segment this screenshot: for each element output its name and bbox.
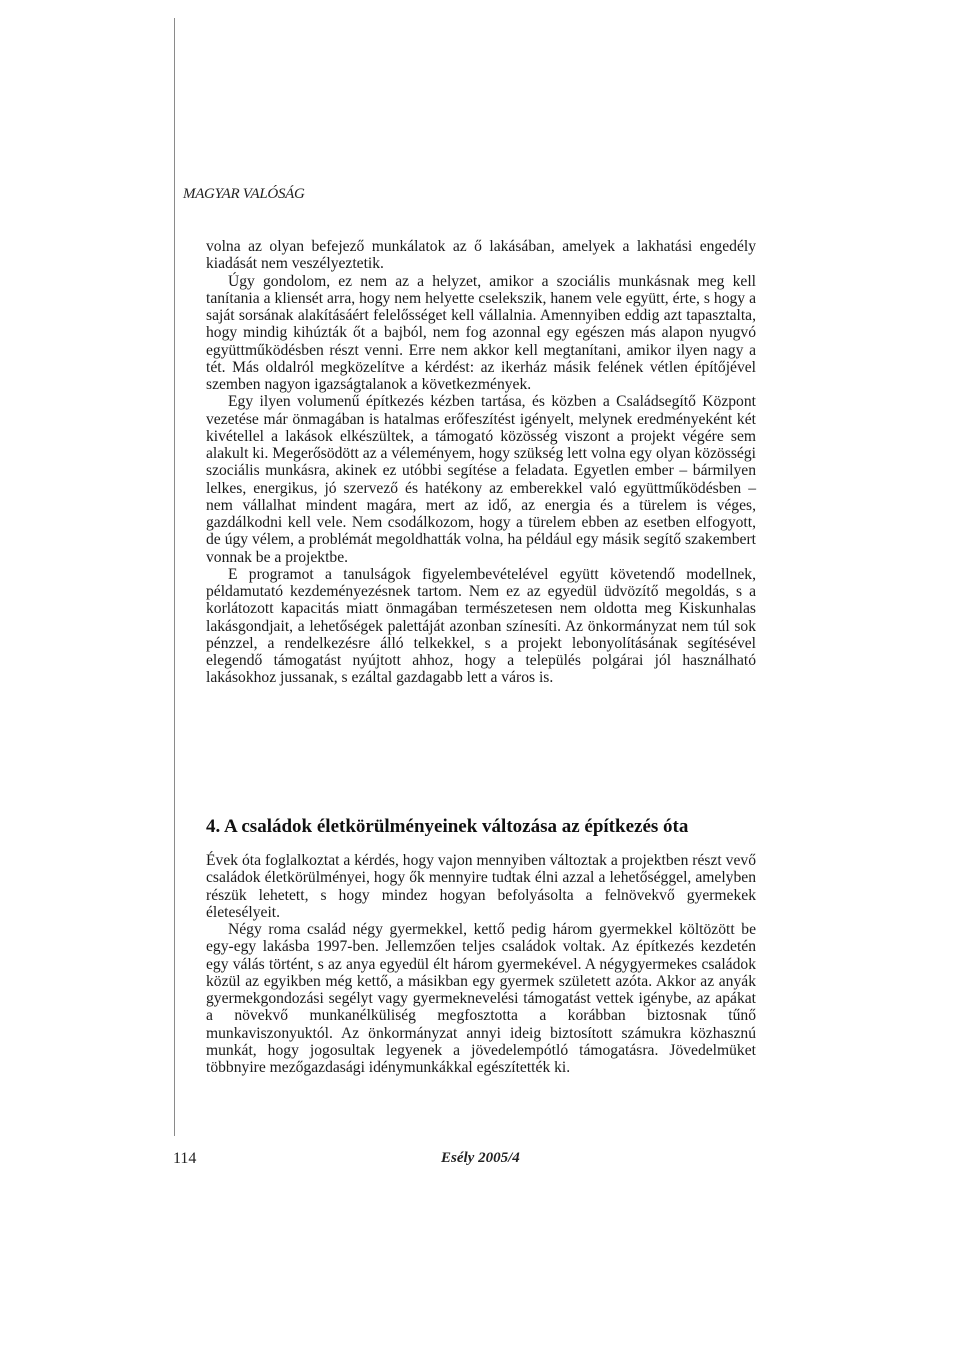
body-text [206, 238, 756, 687]
section-paragraph-2: Négy roma család négy gyermekkel, kettő pedig három gyermekkel költözött be egy-egy lakásba 1997-ben. Jellemzően teljes családok voltak. Az építkezés kezdetén egy válás történt, s az anya egyedül élt három gyermekével. A négygyermekes családok közül az egyikben még kettő, a másikban egy gyermek született azóta. Akkor az anyák gyermekgondozási segélyt vagy gyermeknevelési támogatást vettek igénybe, az apákat a növekvő munkanélküliség megfosztotta a korábban biztosnak tűnő munkaviszonyuktól. Az önkormányzat annyi ideig biztosított számukra közhasznú munkát, hogy jogosultak legyenek a jövedelempótló támogatásra. Jövedelmüket többnyire mezőgazdasági idénymunkákkal egészítették ki. [206, 921, 756, 1076]
section-heading: 4. A családok életkörülményeinek változása az építkezés óta [206, 816, 689, 837]
page-number: 114 [173, 1150, 197, 1167]
paragraph-4: E programot a tanulságok figyelembevételével együtt követendő modellnek, példamutató kezdeményezésnek tartom. Nem ez az egyedül üdvözítő megoldás, s a korlátozott kapacitás miatt önmagában természetesen nem oldotta meg Kiskunhalas lakásgondjait, a lehetőségek palettáját azonban színesíti. Az önkormányzat nem túl sok pénzzel, a rendelkezésre álló telkekkel, s a projekt lebonyolításának segítésével elegendő támogatást nyújtott ahhoz, hogy a település polgárai jól használható lakásokhoz jussanak, s ezáltal gazdagabb lett a város is. [206, 565, 756, 687]
paragraph-2: Úgy gondolom, ez nem az a helyzet, amikor a szociális munkásnak meg kell tanítania a kliensét arra, hogy nem helyette cselekszik, hanem vele együtt, érte, s hogy a saját sorsának alakításáért felelősséget kell vállalnia. Amennyiben eddig azt tapasztalta, hogy mindig kihúzták őt a bajból, nem fog azonnal egy egészen más alapon nyugvó együttműködésben részt venni. Erre nem akkor kell megtanítani, amikor ilyen nagy a tét. Más oldalról megközelítve a kérdést: az ikerház másik felének vétlen építőjével szemben nagyon igazságtalanok a következmények. [206, 272, 756, 393]
running-head: MAGYAR VALÓSÁG [183, 186, 305, 202]
margin-rule [174, 18, 175, 1136]
section-body [206, 852, 756, 1076]
paragraph-3: Egy ilyen volumenű építkezés kézben tartása, és közben a Családsegítő Központ vezetése már önmagában is hatalmas erőfeszítést igényelt, melynek eredményeként két kivétellel a lakások elkészültek, a támogató közösség viszont a projekt végére sem alakult ki. Megerősödött az a véleményem, hogy szükség lett volna egy olyan közösségi szociális munkásra, akinek ez utóbbi segítése a feladata. Egyetlen ember – bármilyen lelkes, energikus, jó szervező és hatékony az emberekkel való együttműködésben – nem vállalhat mindent magára, mert az idő, az energia és a türelem is véges, gazdálkodni kell vele. Nem csodálkozom, hogy a türelem ebben az esetben elfogyott, de úgy vélem, a problémát megoldhatták volna, ha például egy másik segítő szakembert vonnak be a projektbe. [206, 393, 756, 566]
journal-title: Esély 2005/4 [441, 1150, 520, 1166]
section-paragraph-1: Évek óta foglalkoztat a kérdés, hogy vajon mennyiben változtak a projektben részt vevő családok életkörülményei, hogy ők mennyire tudtak élni azzal a lehetőséggel, amelyben részük lehetett, s hogy mindez hogyan befolyásolta a felnövekvő gyermekek életesélyeit. [206, 852, 756, 921]
paragraph-1: volna az olyan befejező munkálatok az ő lakásában, amelyek a lakhatási engedély kiadását nem veszélyeztetik. [206, 238, 756, 273]
